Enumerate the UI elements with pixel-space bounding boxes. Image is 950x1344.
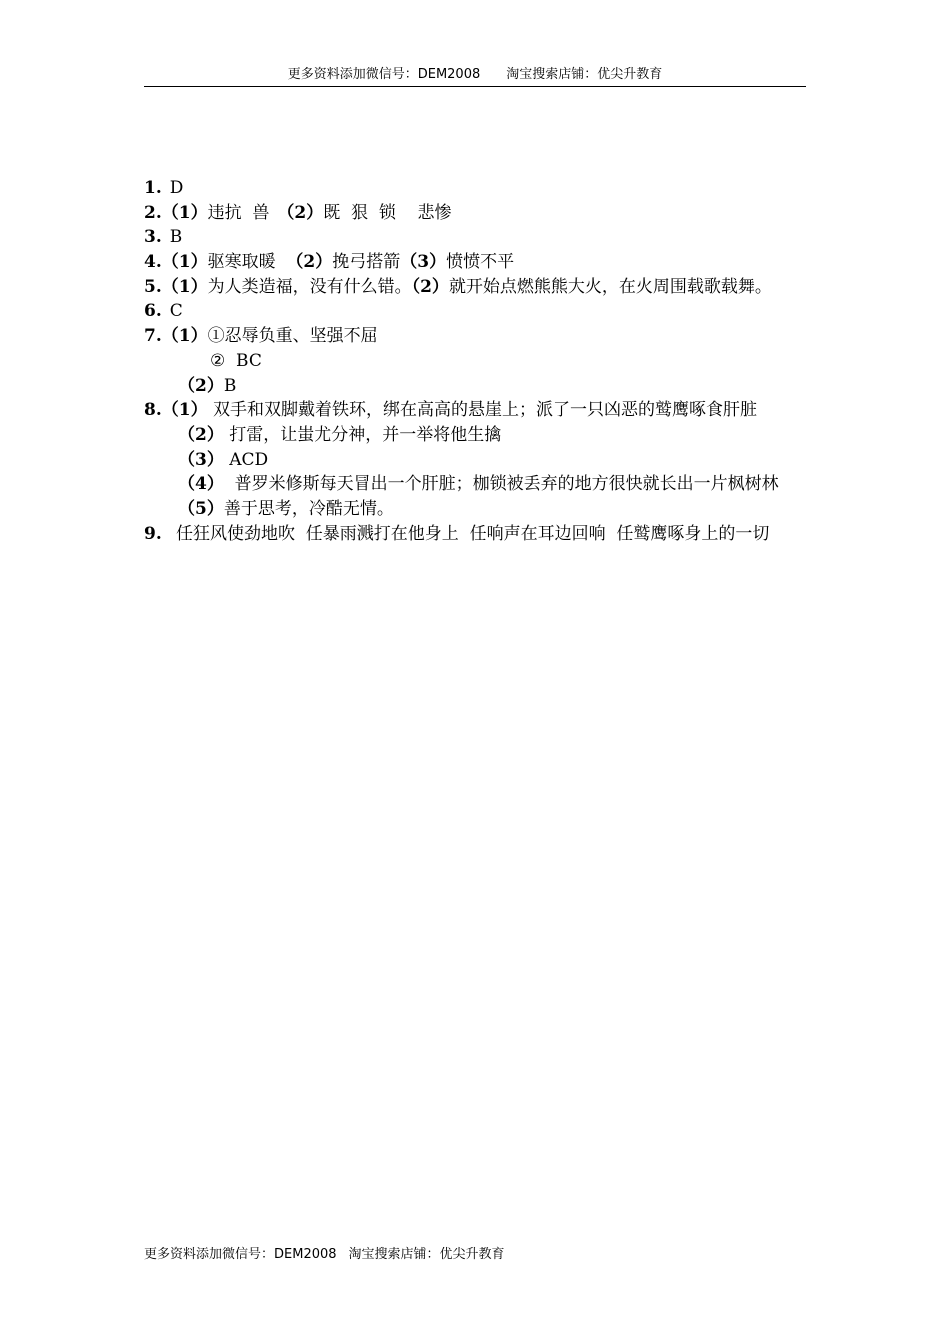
answer-text: D (169, 178, 184, 198)
answer-text: ACD (223, 449, 269, 470)
answer-number: 4. (144, 252, 162, 273)
answer-4 (144, 250, 806, 275)
sub-marker: （2） (178, 375, 224, 396)
answer-text: ①忍辱负重、坚强不屈 (207, 326, 378, 347)
answer-text: 普罗米修斯每天冒出一个肝脏；枷锁被丢弃的地方很快就长出一片枫树林 (223, 474, 779, 495)
answer-7-2 (144, 374, 806, 399)
answer-number: 6. (144, 301, 162, 322)
answer-8-1 (144, 398, 806, 423)
answer-7 (144, 324, 806, 349)
answer-text: 挽弓搭箭 (332, 252, 401, 273)
answer-5 (144, 275, 806, 300)
sub-marker: （1） (161, 326, 208, 347)
answer-2 (144, 201, 806, 226)
page-footer (144, 1246, 505, 1264)
answer-text: 驱寒取暖 (207, 252, 287, 273)
answer-text: ② BC (210, 350, 262, 371)
sub-marker: （2） (277, 202, 324, 223)
answer-text: 违抗 兽 (207, 202, 270, 223)
answer-7-1-part-2 (144, 349, 806, 374)
answer-8-2 (144, 423, 806, 448)
answer-number: 9. (144, 523, 162, 544)
sub-marker: （2） (178, 424, 224, 445)
sub-marker: （1） (161, 252, 208, 273)
answer-8-3 (144, 448, 806, 473)
answer-text: 既 狠 锁 悲惨 (323, 202, 452, 223)
answer-6 (144, 299, 806, 324)
header-shop-text: 淘宝搜索店铺：优尖升教育 (506, 67, 663, 82)
footer-shop-text: 淘宝搜索店铺：优尖升教育 (348, 1247, 505, 1262)
sub-marker: （1） (161, 400, 208, 421)
page-header (144, 66, 806, 84)
answer-text: 双手和双脚戴着铁环，绑在高高的悬崖上；派了一只凶恶的鹫鹰啄食肝脏 (207, 400, 757, 421)
answer-8-4 (144, 472, 806, 497)
answer-text: B (169, 227, 183, 248)
answer-number: 3. (144, 227, 162, 248)
answer-text: 就开始点燃熊熊大火，在火周围载歌载舞。 (448, 276, 772, 297)
sub-marker: （5） (178, 498, 224, 519)
answer-8-5 (144, 497, 806, 522)
answer-number: 7. (144, 326, 162, 347)
answer-3 (144, 225, 806, 250)
answer-text: 为人类造福，没有什么错。 (207, 276, 412, 297)
answer-number: 8. (144, 400, 162, 421)
sub-marker: （4） (178, 474, 224, 495)
answer-text: B (223, 375, 237, 396)
answer-number: 5. (144, 276, 162, 297)
answer-list (144, 176, 806, 546)
answer-text: 善于思考，冷酷无情。 (223, 498, 394, 519)
answer-number: 2. (144, 202, 162, 223)
sub-marker: （1） (161, 276, 208, 297)
footer-wechat-text: 更多资料添加微信号：DEM2008 (144, 1247, 337, 1262)
answer-text: 愤愤不平 (446, 252, 515, 273)
answer-number: 1. (144, 178, 162, 198)
header-divider (144, 86, 806, 87)
sub-marker: （3） (178, 449, 224, 470)
answer-text: 打雷，让蚩尤分神，并一举将他生擒 (223, 424, 502, 445)
sub-marker: （3） (400, 252, 447, 273)
sub-marker: （2） (286, 252, 333, 273)
answer-9 (144, 522, 806, 547)
header-wechat-text: 更多资料添加微信号：DEM2008 (287, 67, 481, 82)
answer-text: 任狂风使劲地吹 任暴雨溅打在他身上 任响声在耳边回响 任鹫鹰啄身上的一切 (176, 523, 770, 544)
sub-marker: （1） (161, 202, 208, 223)
answer-1 (144, 176, 806, 201)
sub-marker: （2） (411, 276, 449, 297)
answer-text: C (169, 301, 183, 322)
